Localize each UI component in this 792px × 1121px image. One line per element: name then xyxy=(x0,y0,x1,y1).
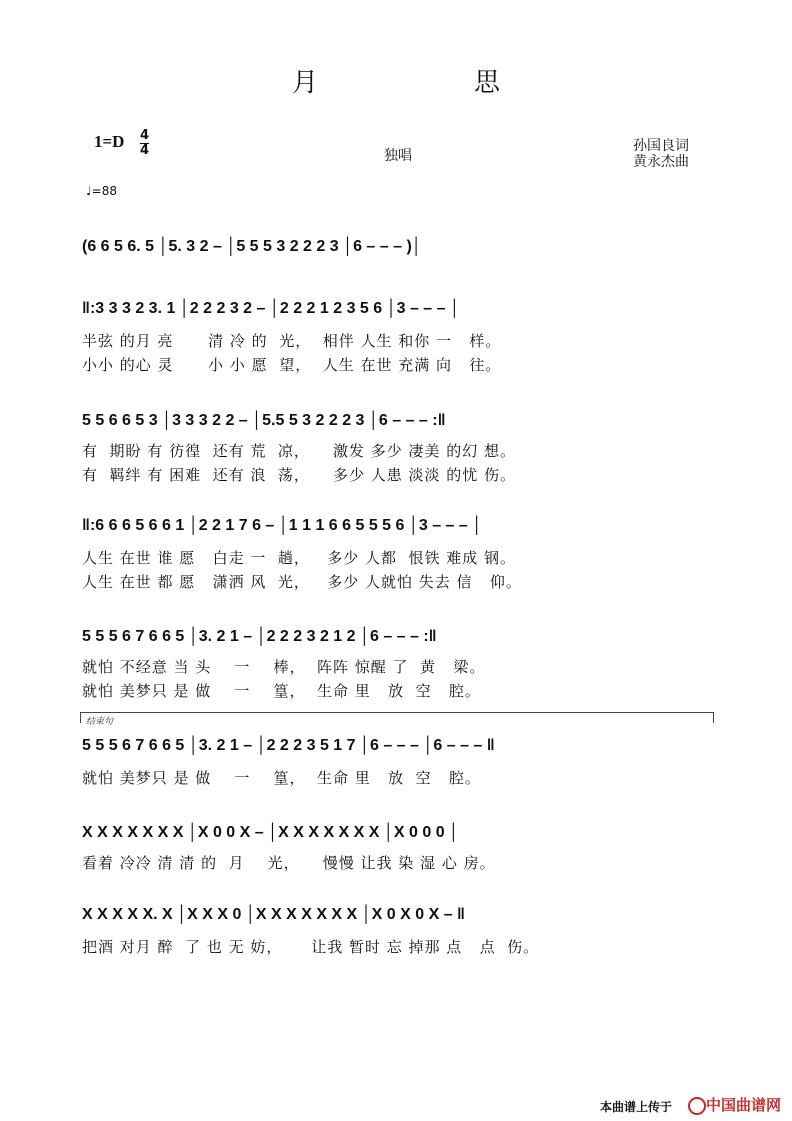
time-signature-bottom: 4 xyxy=(140,143,150,158)
staff-row-7: X X X X X X X │X 0 0 X – │X X X X X X X │X 0 0 0 │ xyxy=(82,824,460,841)
lyric-row-7-verse-1: 把酒 对月 醉 了 也 无 妨， 让我 暂时 忘 掉那 点 点 伤。 xyxy=(82,938,540,956)
ending-label: 结束句 xyxy=(86,717,114,727)
lyricist-credit: 孙国良词 xyxy=(633,138,689,154)
lyric-row-1-verse-2: 小小 的心 灵 小 小 愿 望， 人生 在世 充满 向 往。 xyxy=(82,356,502,374)
staff-row-4: ‖:6 6 6 5 6 6 1 │2 2 1 7 6 – │1 1 1 6 6 5 5 5 6 │3 – – – │ xyxy=(82,517,483,534)
lyric-row-2-verse-2: 有 羁绊 有 困难 还有 浪 荡， 多少 人患 淡淡 的忧 伤。 xyxy=(82,466,517,484)
time-signature xyxy=(140,129,149,157)
lyric-row-1-verse-1: 半弦 的月 亮 清 冷 的 光， 相伴 人生 和你 一 样。 xyxy=(82,332,502,350)
key-signature: 1=D xyxy=(94,132,125,151)
lyric-row-4-verse-2: 就怕 美梦只 是 做 一 篁， 生命 里 放 空 腔。 xyxy=(82,682,481,700)
lyric-row-6-verse-1: 看着 冷冷 清 清 的 月 光， 慢慢 让我 染 湿 心 房。 xyxy=(82,854,496,872)
staff-row-8: X X X X X. X │X X X 0 │X X X X X X X │X 0 X 0 X – ‖ xyxy=(82,906,466,923)
lyric-row-5-verse-1: 就怕 美梦只 是 做 一 篁， 生命 里 放 空 腔。 xyxy=(82,769,481,787)
credits xyxy=(633,138,689,170)
tempo-marking: ♩=88 xyxy=(86,184,117,198)
title-char-1: 月 xyxy=(291,68,318,98)
lyric-row-2-verse-1: 有 期盼 有 彷徨 还有 荒 凉， 激发 多少 凄美 的幻 想。 xyxy=(82,442,517,460)
staff-row-5: 5 5 5 6 7 6 6 5 │3. 2 1 – │2 2 2 3 2 1 2 │6 – – – :‖ xyxy=(82,628,437,645)
lyric-row-3-verse-2: 人生 在世 都 愿 潇洒 风 光， 多少 人就怕 失去 信 仰。 xyxy=(82,573,522,591)
site-logo-text[interactable]: 中国曲谱网 xyxy=(706,1096,782,1114)
title-char-2: 思 xyxy=(473,68,500,98)
composer-credit: 黄永杰曲 xyxy=(633,154,689,170)
lyric-row-4-verse-1: 就怕 不经意 当 头 一 棒， 阵阵 惊醒 了 黄 梁。 xyxy=(82,658,486,676)
performance-type: 独唱 xyxy=(384,148,412,164)
ending-bracket xyxy=(80,712,714,723)
time-signature-top: 4 xyxy=(140,128,150,143)
song-title xyxy=(0,62,792,99)
staff-row-6: 5 5 5 6 7 6 6 5 │3. 2 1 – │2 2 2 3 5 1 7 │6 – – – │6 – – – ‖ xyxy=(82,737,495,754)
staff-row-1: (6 6 5 6. 5 │5. 3 2 – │5 5 5 3 2 2 2 3 │6 – – – )│ xyxy=(82,238,422,255)
site-logo-icon xyxy=(688,1097,706,1115)
staff-row-3: 5 5 6 6 5 3 │3 3 3 2 2 – │5.5 5 3 2 2 2 3 │6 – – – :‖ xyxy=(82,412,446,429)
staff-row-2: ‖:3 3 3 2 3. 1 │2 2 2 3 2 – │2 2 2 1 2 3 5 6 │3 – – – │ xyxy=(82,300,460,317)
lyric-row-3-verse-1: 人生 在世 谁 愿 白走 一 趟， 多少 人都 恨铁 难成 钢。 xyxy=(82,549,517,567)
upload-note: 本曲谱上传于 xyxy=(600,1100,673,1114)
